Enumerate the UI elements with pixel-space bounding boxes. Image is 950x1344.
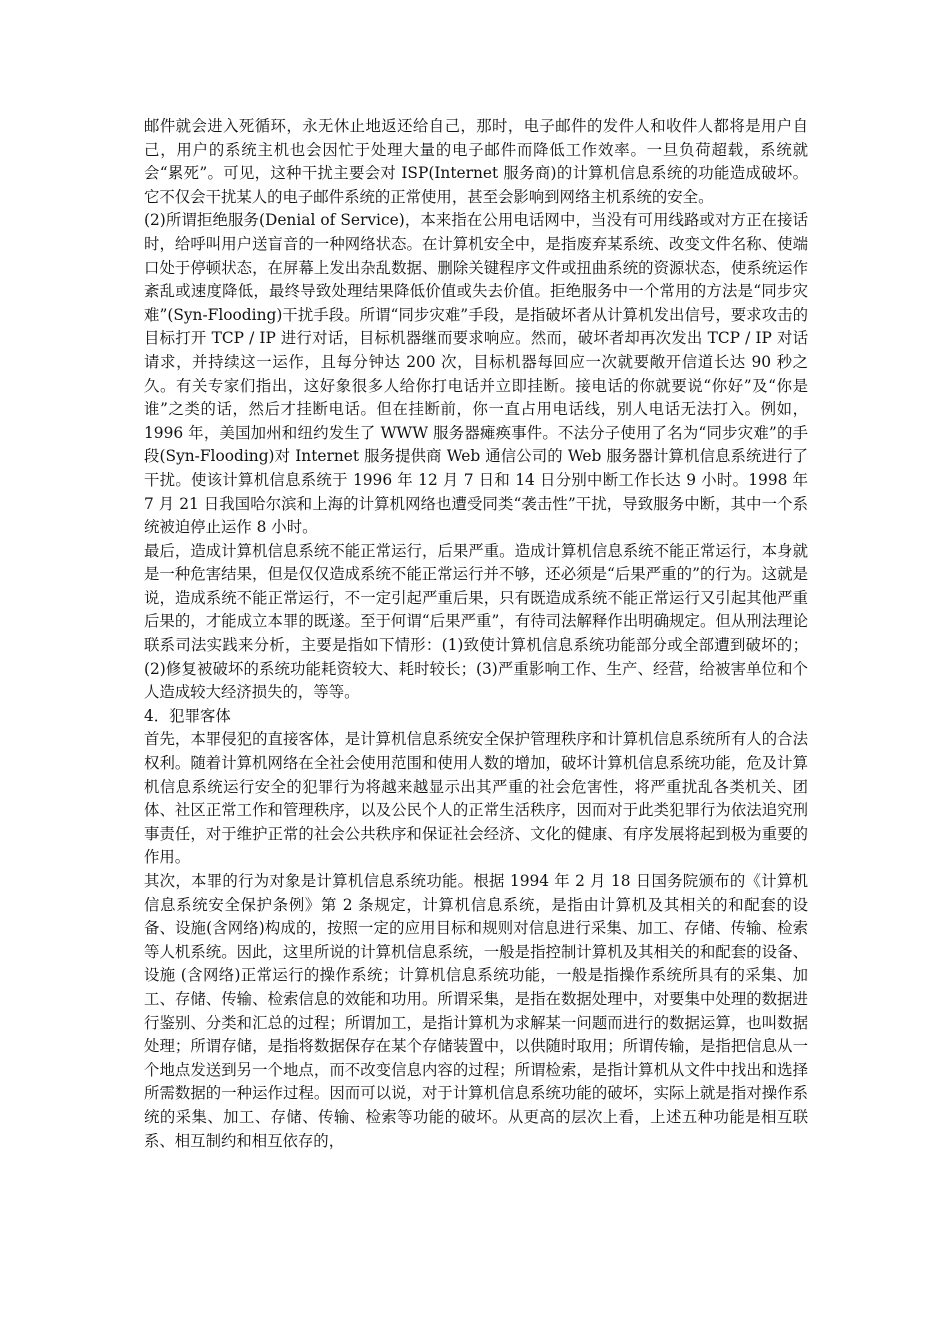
document-page <box>144 115 808 1153</box>
paragraph-email-loop: 邮件就会进入死循环，永无休止地返还给自己，那时，电子邮件的发件人和收件人都将是用户自己，用户的系统主机也会因忙于处理大量的电子邮件而降低工作效率。一旦负荷超载，系统就会“累死”。可见，这种干扰主要会对 ISP(Internet 服务商)的计算机信息系统的功能造成破坏。它不仅会干扰某人的电子邮件系统的正常使用，甚至会影响到网络主机系统的安全。 <box>144 117 808 206</box>
paragraph-behavior-object: 其次，本罪的行为对象是计算机信息系统功能。根据 1994 年 2 月 18 日国务院颁布的《计算机信息系统安全保护条例》第 2 条规定，计算机信息系统，是指由计算机及其相关的和配套的设备、设施(含网络)构成的，按照一定的应用目标和规则对信息进行采集、加工、存储、传输、检索等人机系统。因此，这里所说的计算机信息系统，一般是指控制计算机及其相关的和配套的设备、设施 (含网络)正常运行的操作系统；计算机信息系统功能，一般是指操作系统所具有的采集、加工、存储、传输、检索信息的效能和功用。所谓采集，是指在数据处理中，对要集中处理的数据进行鉴别、分类和汇总的过程；所谓加工，是指计算机为求解某一问题而进行的数据运算，也叫数据处理；所谓存储，是指将数据保存在某个存储装置中，以供随时取用；所谓传输，是指把信息从一个地点发送到另一个地点，而不改变信息内容的过程；所谓检索，是指计算机从文件中找出和选择所需数据的一种运作过程。因而可以说，对于计算机信息系统功能的破坏，实际上就是指对操作系统的采集、加工、存储、传输、检索等功能的破坏。从更高的层次上看，上述五种功能是相互联系、相互制约和相互依存的， <box>144 872 808 1150</box>
section-heading-crime-object: 4．犯罪客体 <box>144 706 231 725</box>
paragraph-direct-object: 首先，本罪侵犯的直接客体，是计算机信息系统安全保护管理秩序和计算机信息系统所有人的合法权利。随着计算机网络在全社会使用范围和使用人数的增加，破坏计算机信息系统功能，危及计算机信息系统运行安全的犯罪行为将越来越显示出其严重的社会危害性，将严重扰乱各类机关、团体、社区正常工作和管理秩序，以及公民个人的正常生活秩序，因而对于此类犯罪行为依法追究刑事责任，对于维护正常的社会公共秩序和保证社会经济、文化的健康、有序发展将起到极为重要的作用。 <box>144 730 808 867</box>
paragraph-serious-consequences: 最后，造成计算机信息系统不能正常运行，后果严重。造成计算机信息系统不能正常运行，本身就是一种危害结果，但是仅仅造成系统不能正常运行并不够，还必须是“后果严重的”的行为。这就是说，造成系统不能正常运行，不一定引起严重后果，只有既造成系统不能正常运行又引起其他严重后果的，才能成立本罪的既遂。至于何谓“后果严重”，有待司法解释作出明确规定。但从刑法理论联系司法实践来分析，主要是指如下情形：(1)致使计算机信息系统功能部分或全部遭到破坏的；(2)修复被破坏的系统功能耗资较大、耗时较长；(3)严重影响工作、生产、经营，给被害单位和个人造成较大经济损失的，等等。 <box>144 541 808 702</box>
paragraph-denial-of-service: (2)所谓拒绝服务(Denial of Service)，本来指在公用电话网中，当没有可用线路或对方正在接话时，给呼叫用户送盲音的一种网络状态。在计算机安全中，是指废弃某系统、改变文件名称、使端口处于停顿状态，在屏幕上发出杂乱数据、删除关键程序文件或扭曲系统的资源状态，使系统运作紊乱或速度降低，最终导致处理结果降低价值或失去价值。拒绝服务中一个常用的方法是“同步灾难”(Syn-Flooding)干扰手段。所谓“同步灾难”手段，是指破坏者从计算机发出信号，要求攻击的目标打开 TCP / IP 进行对话，目标机器继而要求响应。然而，破坏者却再次发出 TCP / IP 对话请求，并持续这一运作，且每分钟达 200 次，目标机器每回应一次就要敞开信道长达 90 秒之久。有关专家们指出，这好象很多人给你打电话并立即挂断。接电话的你就要说“你好”及“你是谁”之类的话，然后才挂断电话。但在挂断前，你一直占用电话线，别人电话无法打入。例如，1996 年，美国加州和纽约发生了 WWW 服务器瘫痪事件。不法分子使用了名为“同步灾难”的手段(Syn-Flooding)对 Internet 服务提供商 Web 通信公司的 Web 服务器计算机信息系统进行了干扰。使该计算机信息系统于 1996 年 12 月 7 日和 14 日分别中断工作长达 9 小时。1998 年 7 月 21 日我国哈尔滨和上海的计算机网络也遭受同类“袭击性”干扰，导致服务中断，其中一个系统被迫停止运作 8 小时。 <box>144 211 808 537</box>
